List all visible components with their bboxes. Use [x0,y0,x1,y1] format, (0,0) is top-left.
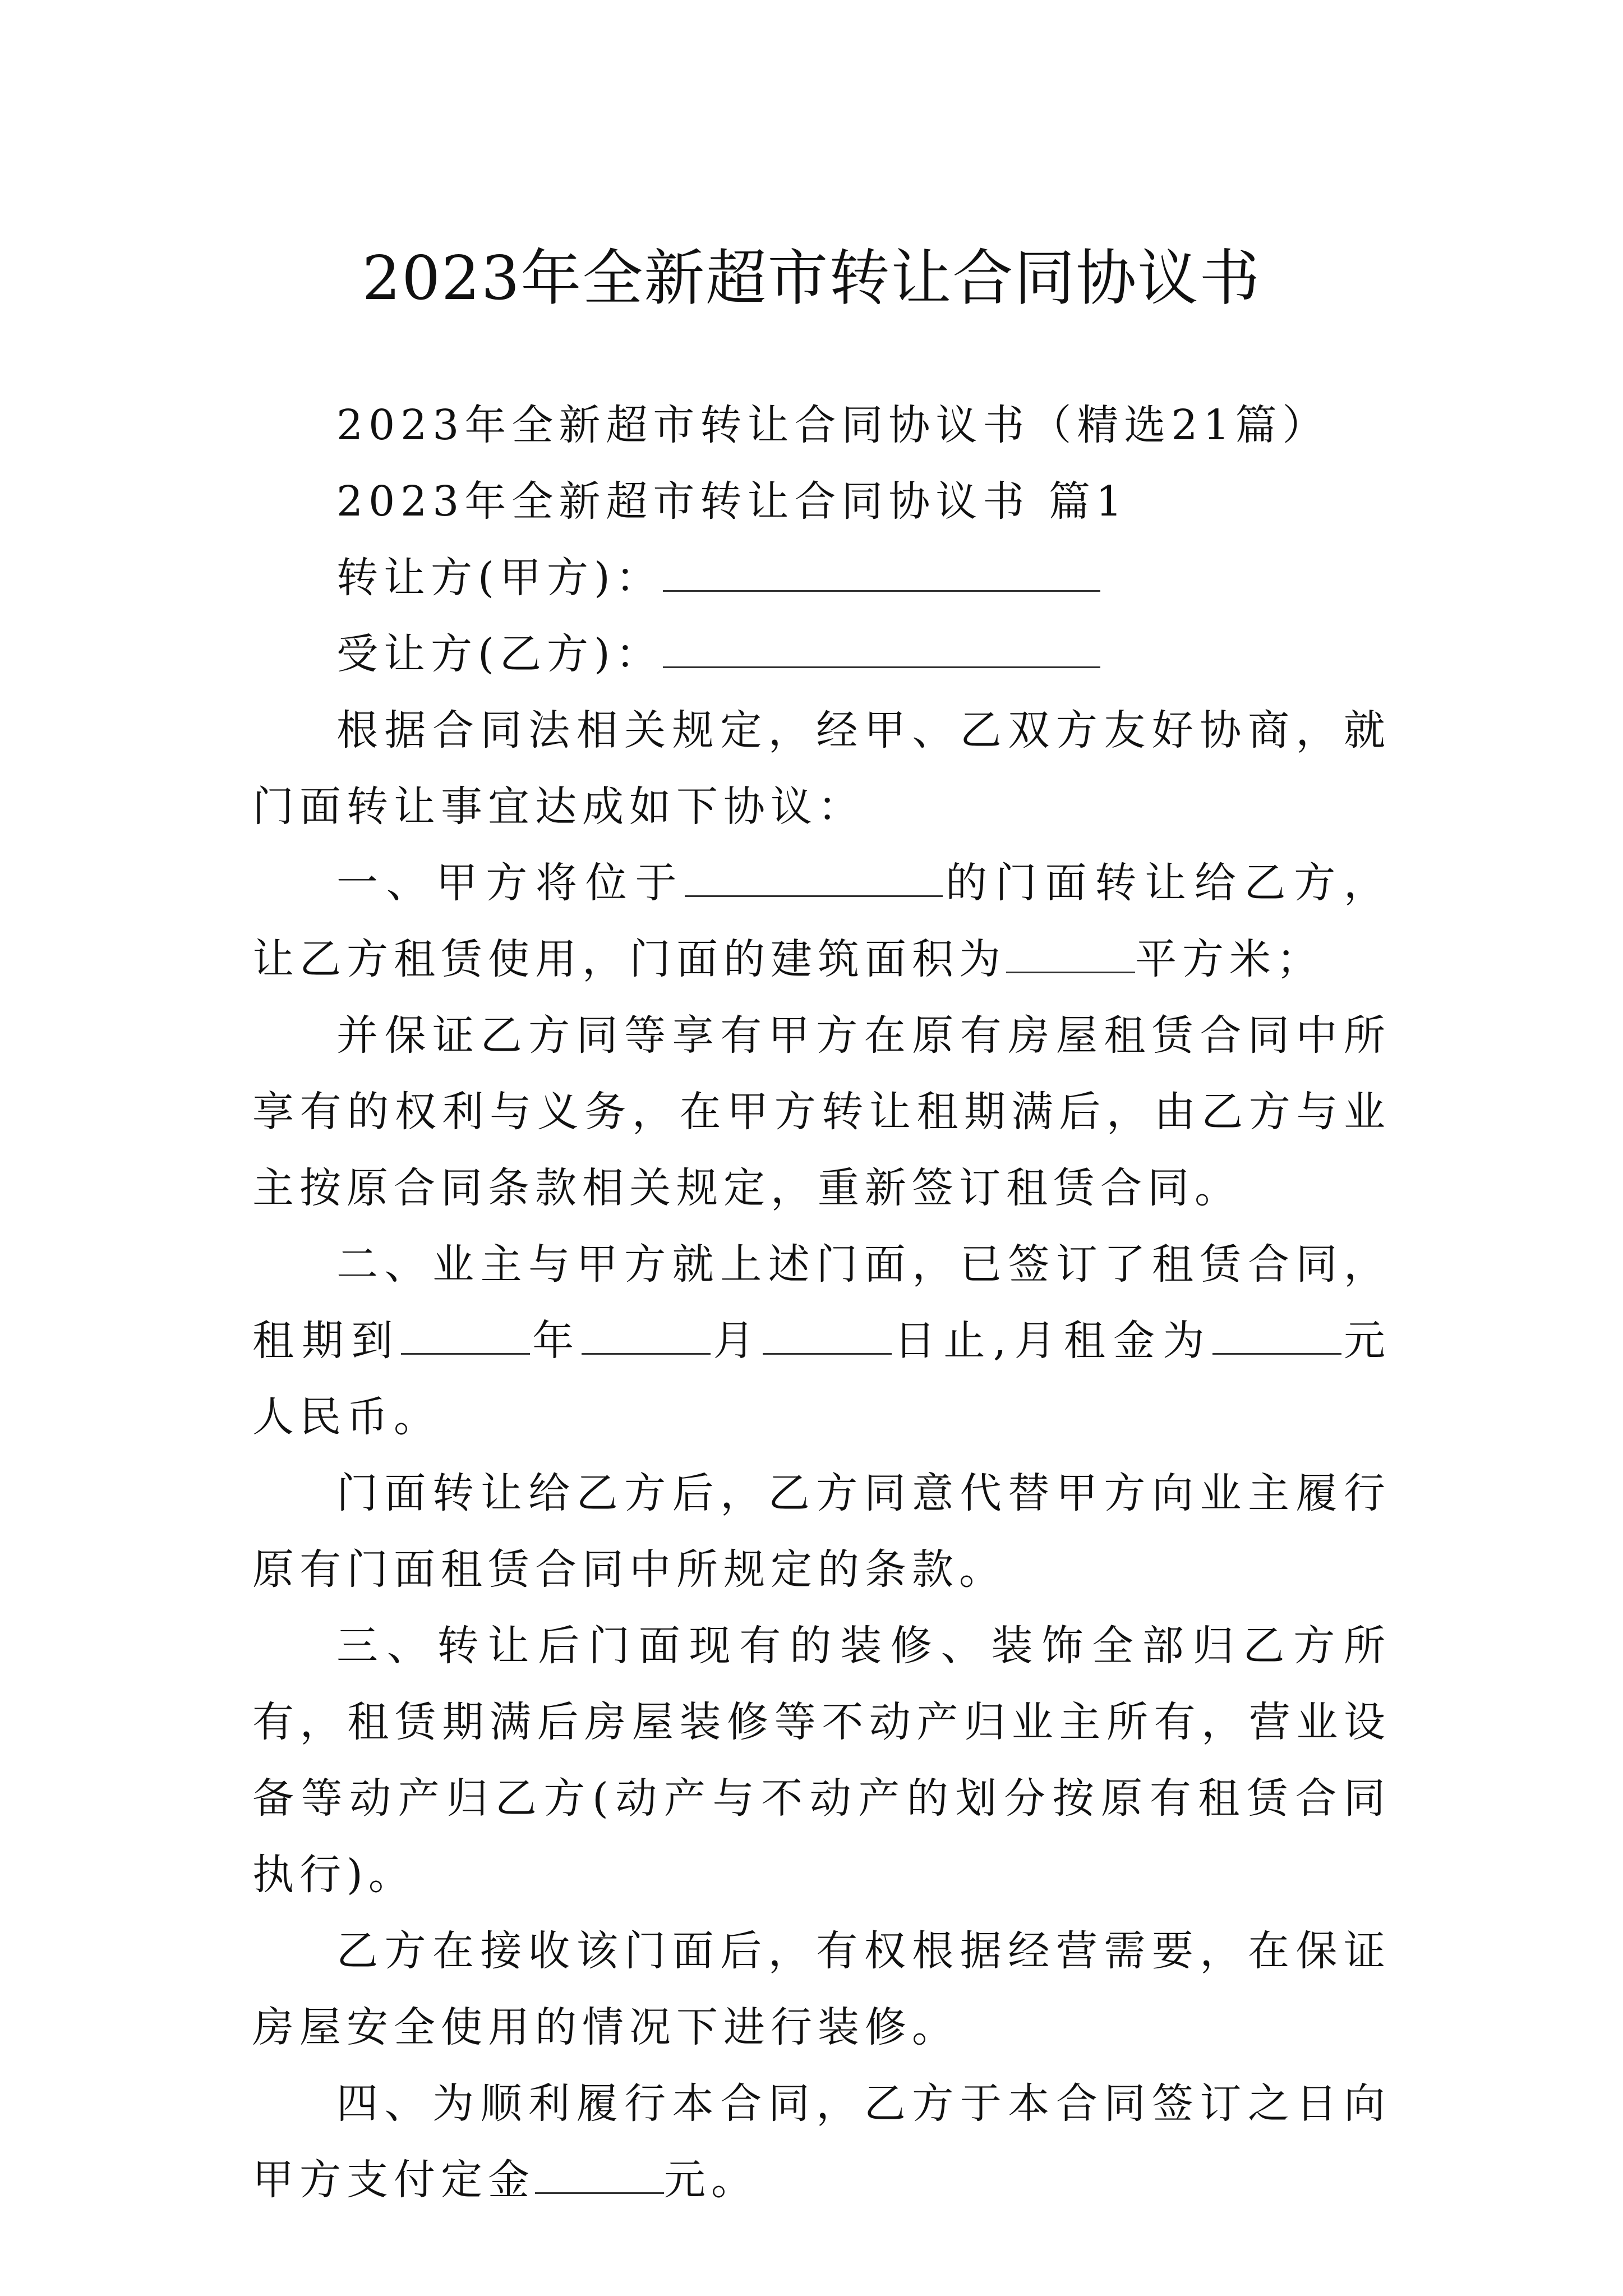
clause-1-continuation: 并保证乙方同等享有甲方在原有房屋租赁合同中所享有的权利与义务，在甲方转让租期满后，由乙方与业主按原合同条款相关规定，重新签订租赁合同。 [252,1011,1391,1212]
rent-unit: 元人民币。 [252,1317,1391,1441]
party-a-label: 转让方(甲方)： [336,554,663,602]
party-b-line [252,616,1391,692]
location-blank [685,858,943,897]
deposit-blank [535,2155,664,2194]
section-heading: 2023年全新超市转让合同协议书 篇1 [336,477,1128,526]
day-label: 日止,月租金为 [891,1317,1212,1365]
clause-1-text-b: 的门面转让给乙方，让乙方租赁使用，门面的建筑面积为 [252,859,1391,983]
day-blank [763,1315,892,1355]
clause-2-text-a: 二、业主与甲方就上述门面，已签订了租赁合同，租期到 [252,1240,1391,1365]
area-blank [1006,934,1135,973]
clause-1 [252,845,1391,997]
document-title: 2023年全新超市转让合同协议书 [362,243,1261,314]
party-b-blank [663,629,1100,668]
party-a-blank [663,553,1100,592]
clause-1-text-c: 平方米； [1135,935,1324,983]
document-body [252,387,1391,2218]
clause-3-continuation: 乙方在接收该门面后，有权根据经营需要，在保证房屋安全使用的情况下进行装修。 [252,1927,1391,2051]
subtitle: 2023年全新超市转让合同协议书（精选21篇） [336,401,1330,449]
clause-2 [252,1226,1391,1455]
deposit-unit: 元。 [664,2156,758,2204]
rent-blank [1212,1315,1341,1355]
clause-4 [252,2065,1391,2218]
party-b-label: 受让方(乙方)： [336,630,663,678]
month-blank [582,1315,711,1355]
party-a-line [252,540,1391,616]
month-label: 月 [711,1317,763,1365]
year-blank [401,1315,530,1355]
clause-2-continuation: 门面转让给乙方后，乙方同意代替甲方向业主履行原有门面租赁合同中所规定的条款。 [252,1469,1391,1594]
clause-3: 三、转让后门面现有的装修、装饰全部归乙方所有，租赁期满后房屋装修等不动产归业主所有，营业设备等动产归乙方(动产与不动产的划分按原有租赁合同执行)。 [252,1622,1391,1899]
clause-4-text-a: 四、为顺利履行本合同，乙方于本合同签订之日向甲方支付定金 [252,2079,1391,2204]
year-label: 年 [529,1317,582,1365]
intro-paragraph: 根据合同法相关规定，经甲、乙双方友好协商，就门面转让事宜达成如下协议： [252,706,1391,831]
clause-1-text-a: 一、甲方将位于 [336,859,685,907]
